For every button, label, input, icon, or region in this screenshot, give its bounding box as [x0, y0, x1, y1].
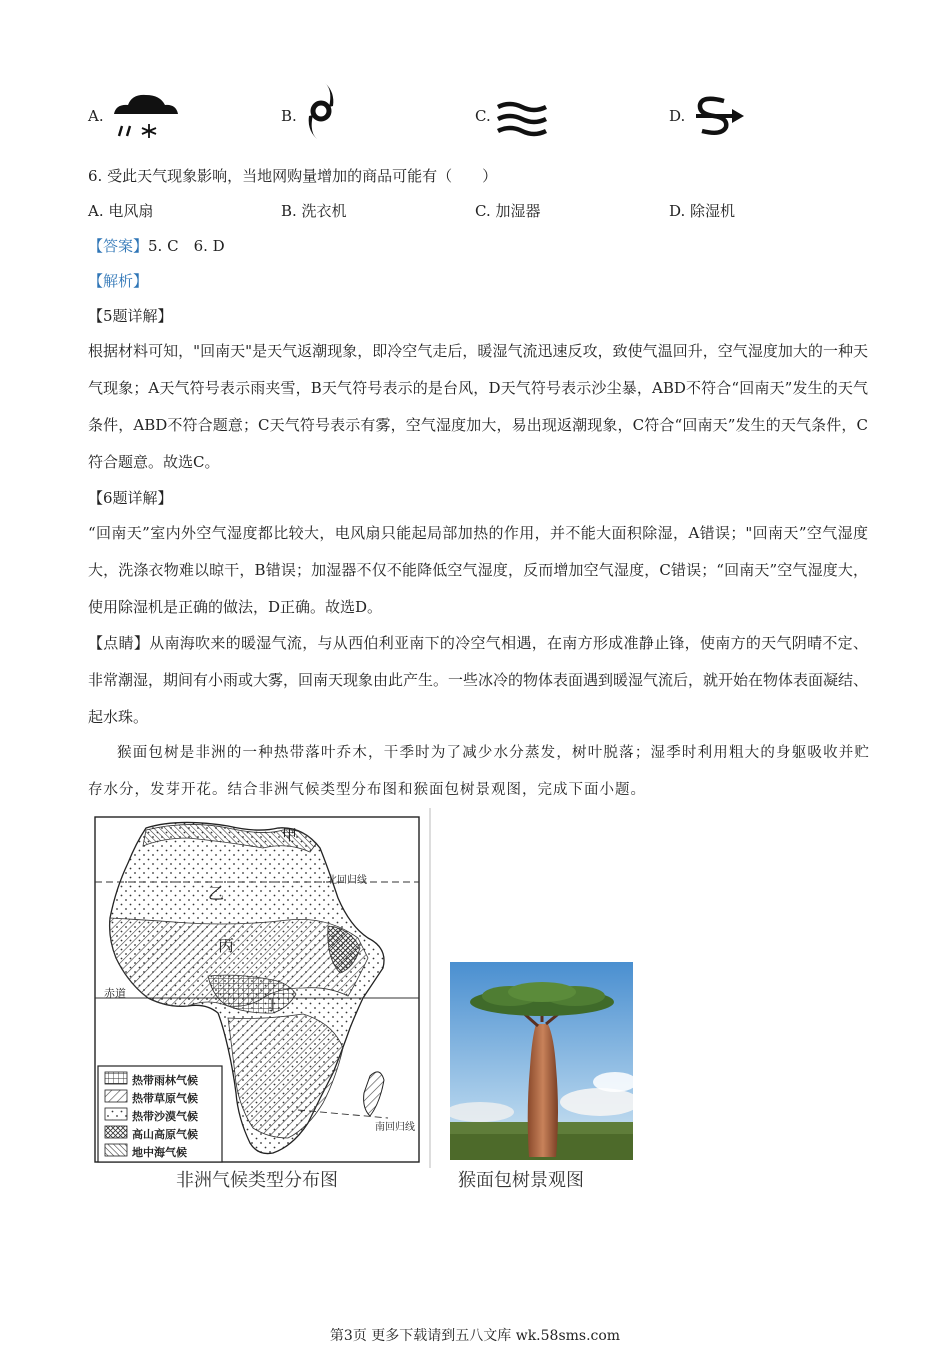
q6-detail-body: “回南天”室内外空气湿度都比较大，电风扇只能起局部加热的作用，并不能大面积除湿，A错误；"回南天”空气湿度大，洗涤衣物难以晾干，B错误；加湿器不仅不能降低空气湿度，反而增加空气湿度，C错误；“回南天”空气湿度大，使用除湿机是正确的做法，D正确。故选D。 — [88, 524, 868, 616]
q6-option-b: B. 洗衣机 — [281, 202, 347, 220]
legend-mediterranean: 地中海气候 — [132, 1146, 187, 1159]
label-ding: 丁 — [264, 995, 281, 1014]
fog-icon — [496, 100, 548, 142]
label-jia: 甲 — [282, 826, 298, 844]
rain-snow-icon — [110, 92, 180, 140]
q5-detail-title: 【5题详解】 — [88, 307, 173, 325]
analysis-label: 【解析】 — [88, 272, 149, 290]
intro-paragraph: 猴面包树是非洲的一种热带落叶乔木，干季时为了减少水分蒸发，树叶脱落；湿季时利用粗大的身躯吸收并贮存水分，发芽开花。结合非洲气候类型分布图和猴面包树景观图，完成下面小题。 — [88, 745, 870, 798]
answer-label: 【答案】 — [88, 237, 149, 255]
q5-option-c-letter: C. — [475, 107, 491, 125]
q6-option-d: D. 除湿机 — [669, 202, 736, 220]
typhoon-icon — [303, 82, 339, 140]
q5-option-a-letter: A. — [88, 107, 104, 125]
legend-savanna: 热带草原气候 — [132, 1092, 198, 1105]
label-tropic-north: 北回归线 — [327, 875, 367, 886]
label-bing: 丙 — [218, 936, 235, 955]
label-tropic-south: 南回归线 — [375, 1122, 415, 1133]
label-yi: 乙 — [208, 884, 225, 903]
q6-option-a: A. 电风扇 — [88, 202, 154, 220]
q6-detail-title: 【6题详解】 — [88, 489, 173, 507]
photo-caption: 猴面包树景观图 — [458, 1170, 584, 1191]
answer-line — [88, 236, 225, 256]
tip-body: 从南海吹来的暖湿气流，与从西伯利亚南下的冷空气相遇，在南方形成准静止锋，使南方的天气阴晴不定、非常潮湿，期间有小雨或大雾，回南天现象由此产生。一些冰冷的物体表面遇到暖湿气流后，就开始在物体表面凝结、起水珠。 — [88, 634, 869, 726]
q6-option-c: C. 加湿器 — [475, 202, 541, 220]
label-equator: 赤道 — [104, 987, 126, 1000]
question-6-stem: 6. 受此天气现象影响，当地网购量增加的商品可能有（ ） — [88, 167, 498, 185]
sandstorm-icon — [694, 95, 746, 139]
baobab-photo — [450, 962, 633, 1160]
page-footer: 第3页 更多下载请到五八文库 wk.58sms.com — [329, 1328, 621, 1344]
map-caption: 非洲气候类型分布图 — [176, 1170, 338, 1191]
q5-detail-body: 根据材料可知，"回南天"是天气返潮现象，即冷空气走后，暖湿气流迅速反攻，致使气温回升，空气湿度加大的一种天气现象；A天气符号表示雨夹雪，B天气符号表示的是台风，D天气符号表示沙尘暴，ABD不符合“回南天”发生的天气条件，ABD不符合题意；C天气符号表示有雾，空气湿度加大，易出现返潮现象，C符合“回南天”发生的天气条件，C符合题意。故选C。 — [88, 342, 868, 471]
legend-desert: 热带沙漠气候 — [132, 1110, 198, 1123]
tip-paragraph — [88, 625, 868, 736]
tip-label: 【点睛】 — [88, 634, 150, 652]
legend-highland: 高山高原气候 — [132, 1128, 198, 1141]
q5-option-b-letter: B. — [281, 107, 297, 125]
legend-rainforest: 热带雨林气候 — [132, 1074, 198, 1087]
q5-option-d-letter: D. — [669, 107, 686, 125]
answer-text: 5. C 6. D — [148, 237, 225, 255]
